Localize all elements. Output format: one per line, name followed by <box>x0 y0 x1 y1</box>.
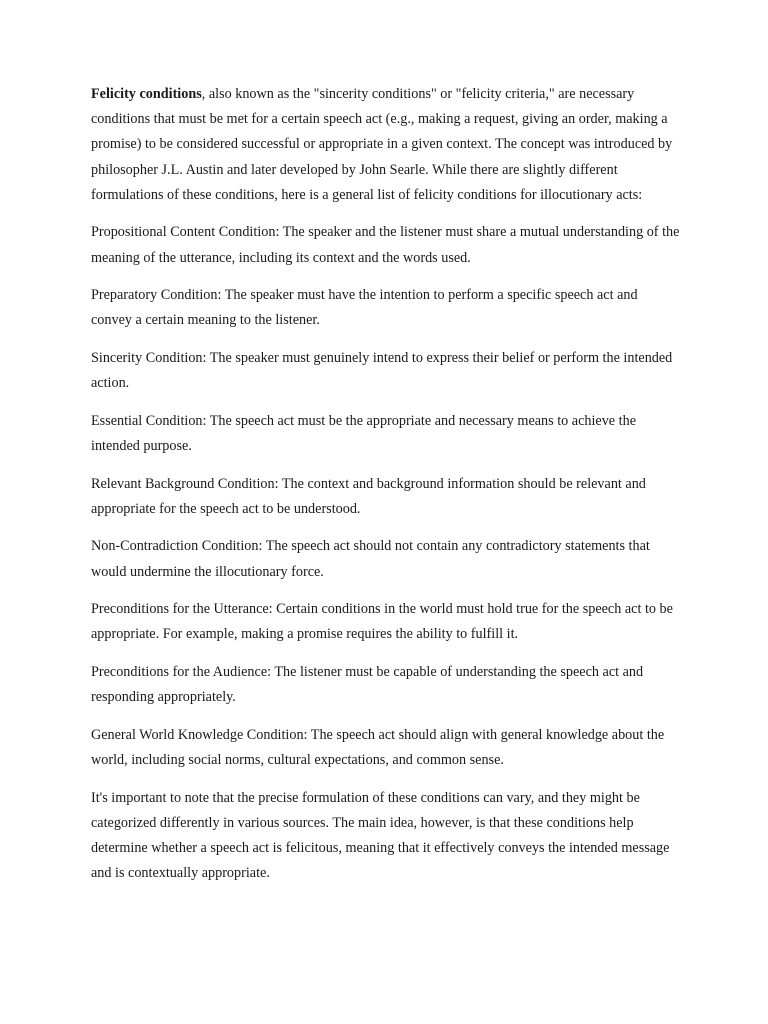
condition-paragraph-relevant-background: Relevant Background Condition: The context and background information should be relevant and appropriate for the speech act to be understood. <box>91 475 646 517</box>
condition-paragraph-propositional-content: Propositional Content Condition: The speaker and the listener must share a mutual understanding of the meaning of the utterance, including its context and the words used. <box>91 224 680 266</box>
condition-paragraph-preconditions-utterance: Preconditions for the Utterance: Certain conditions in the world must hold true for the speech act to be appropriate. For example, making a promise requires the ability to fulfill it. <box>91 601 673 643</box>
intro-text: , also known as the "sincerity conditions" or "felicity criteria," are necessary conditions that must be met for a certain speech act (e.g., making a request, giving an order, making a promise) to be considered successful or appropriate in a given context. The concept was introduced by philosopher J.L. Austin and later developed by John Searle. While there are slightly different formulations of these conditions, here is a general list of felicity conditions for illocutionary acts: <box>91 86 673 203</box>
condition-paragraph-preparatory: Preparatory Condition: The speaker must have the intention to perform a specific speech act and convey a certain meaning to the listener. <box>91 287 638 329</box>
condition-paragraph-preconditions-audience: Preconditions for the Audience: The listener must be capable of understanding the speech act and responding appropriately. <box>91 663 644 706</box>
condition-paragraph-essential: Essential Condition: The speech act must be the appropriate and necessary means to achieve the intended purpose. <box>91 412 636 454</box>
condition-paragraph-general-world-knowledge: General World Knowledge Condition: The speech act should align with general knowledge about the world, including social norms, cultural expectations, and common sense. <box>91 726 665 768</box>
condition-paragraph-non-contradiction: Non-Contradiction Condition: The speech act should not contain any contradictory statements that would undermine the illocutionary force. <box>91 538 650 580</box>
intro-term: Felicity conditions <box>91 86 202 102</box>
intro-paragraph <box>91 82 681 208</box>
conclusion-paragraph: It's important to note that the precise formulation of these conditions can vary, and they might be categorized differently in various sources. The main idea, however, is that these conditions help determine whether a speech act is felicitous, meaning that it effectively conveys the intended message and is contextually appropriate. <box>91 789 670 882</box>
document-body <box>91 82 681 899</box>
condition-paragraph-sincerity: Sincerity Condition: The speaker must genuinely intend to express their belief or perform the intended action. <box>91 350 673 392</box>
